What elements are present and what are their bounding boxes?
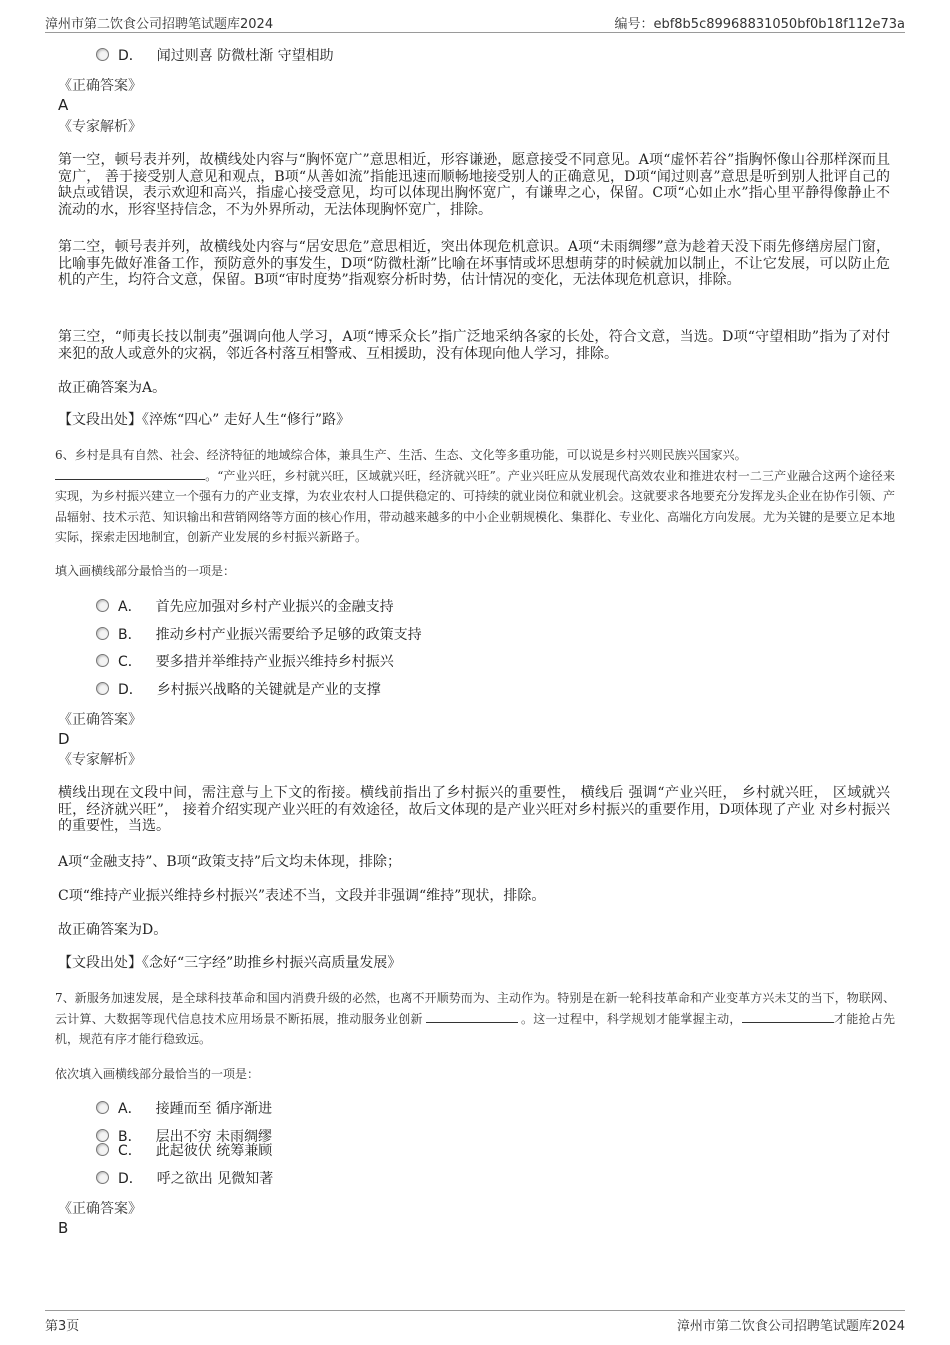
radio-button[interactable] (96, 1171, 109, 1184)
q6-stem: 6、乡村是具有自然、社会、经济特征的地域综合体，兼具生产、生活、生态、文化等多重功能，可以说是乡村兴则民族兴国家兴。 。“产业兴旺，乡村就兴旺，区域就兴旺，经济就兴旺”。产业兴旺应从发展现代高效农业和推进农村一二三产业融合这两个途径来实现，为乡村振兴建立一个强有力的产业支撑，为农业农村人口提供稳定的、可持续的就业岗位和就业机会。这就要求各地要充分发挥龙头企业在协作引领、产品辐射、技术示范、知识输出和营销网络等方面的核心作用，带动越来越多的中小企业朝规模化、集群化、专业化、高端化方向发展。尤为关键的是要立足本地实际，探索走因地制宜，创新产业发展的乡村振兴新路子。 (55, 448, 896, 544)
q6-answer: D (58, 730, 70, 748)
page-header (45, 10, 905, 33)
radio-button[interactable] (96, 627, 109, 640)
q7-option-d[interactable]: D． 呼之欲出 见微知著 (96, 1169, 273, 1189)
q7-answer: B (58, 1219, 69, 1237)
radio-button[interactable] (96, 654, 109, 667)
answer-blank-2 (742, 1010, 834, 1023)
q6-answer-label: 《正确答案》 (58, 712, 142, 728)
page-footer (45, 1310, 905, 1333)
q6-analysis-p3: C项“维持产业振兴维持乡村振兴”表述不当，文段并非强调“维持”现状，排除。 (58, 888, 546, 904)
answer-blank-1 (426, 1010, 518, 1023)
q5-analysis-p2: 第二空，顿号表并列，故横线处内容与“居安思危”意思相近，突出体现危机意识。A项“未雨绸缪”意为趁着天没下雨先修缮房屋门窗，比喻事先做好准备工作，预防意外的事发生，D项“防微杜渐”比喻在坏事情或坏思想萌芽的时候就加以制止，不让它发展，可以防止危机的产生，均符合文意，保留。B项“审时度势”指观察分析时势，估计情况的变化，无法体现危机意识，排除。 (58, 239, 890, 289)
q7-answer-label: 《正确答案》 (58, 1201, 142, 1217)
q5-analysis-p1: 第一空，顿号表并列，故横线处内容与“胸怀宽广”意思相近，形容谦逊，愿意接受不同意见。A项“虚怀若谷”指胸怀像山谷那样深而且宽广， 善于接受别人意见和观点，B项“从善如流”指能迅速而顺畅地接受别人的正确意见，D项“闻过则喜”意思是听到别人批评自己的缺点或错误，表示欢迎和高兴，指虚心接受意见，均可以体现出胸怀宽广，有谦卑之心，保留。C项“心如止水”指心里平静得像静止不流动的水，形容坚持信念，不为外界所动，无法体现胸怀宽广，排除。 (58, 152, 890, 218)
q6-source: 【文段出处】《念好“三字经”助推乡村振兴高质量发展》 (58, 955, 402, 971)
q6-prompt: 填入画横线部分最恰当的一项是： (55, 564, 236, 578)
q7-prompt: 依次填入画横线部分最恰当的一项是： (55, 1067, 260, 1081)
document-id: 编号：ebf8b5c89968831050bf0b18f112e73a (614, 17, 905, 32)
radio-button[interactable] (96, 682, 109, 695)
q6-option-d[interactable]: D． 乡村振兴战略的关键就是产业的支撑 (96, 680, 381, 700)
q7-option-c[interactable]: C． 此起彼伏 统筹兼顾 (96, 1141, 272, 1161)
radio-button[interactable] (96, 48, 109, 61)
header-title: 漳州市第二饮食公司招聘笔试题库2024 (45, 17, 274, 32)
q6-analysis-p2: A项“金融支持”、B项“政策支持”后文均未体现，排除； (58, 854, 402, 870)
q7-stem: 7、新服务加速发展，是全球科技革命和国内消费升级的必然，也离不开顺势而为、主动作为。特别是在新一轮科技革命和产业变革方兴未艾的当下，物联网、云计算、大数据等现代信息技术应用场景不断拓展，推动服务业创新 。这一过程中，科学规划才能掌握主动， 才能抢占先机，规范有序才能行稳致远。 (55, 991, 895, 1046)
q6-analysis-label: 《专家解析》 (58, 752, 142, 768)
q5-analysis-label: 《专家解析》 (58, 119, 142, 135)
page-number: 第3页 (45, 1319, 80, 1334)
answer-blank (55, 467, 205, 480)
radio-button[interactable] (96, 599, 109, 612)
radio-button[interactable] (96, 1143, 109, 1156)
q7-option-b[interactable]: B． 层出不穷 未雨绸缪 (96, 1127, 272, 1147)
q6-analysis-p1: 横线出现在文段中间，需注意与上下文的衔接。横线前指出了乡村振兴的重要性， 横线后 强调“产业兴旺， 乡村就兴旺， 区域就兴旺，经济就兴旺”， 接着介绍实现产业兴旺的有效途径，故后文体现的是产业兴旺对乡村振兴的重要作用，D项体现了产业 对乡村振兴 的重要性，当选。 (58, 785, 890, 835)
q7-option-a[interactable]: A． 接踵而至 循序渐进 (96, 1099, 272, 1119)
q5-option-d[interactable]: D． 闻过则喜 防微杜渐 守望相助 (96, 46, 334, 66)
q5-analysis-p3: 第三空，“师夷长技以制夷”强调向他人学习，A项“博采众长”指广泛地采纳各家的长处，符合文意，当选。D项“守望相助”指为了对付来犯的敌人或意外的灾祸，邻近各村落互相警戒、互相援助，没有体现向他人学习，排除。 (58, 329, 890, 362)
q5-answer: A (58, 96, 69, 114)
q6-conclusion: 故正确答案为D。 (58, 922, 168, 938)
footer-title: 漳州市第二饮食公司招聘笔试题库2024 (676, 1319, 905, 1334)
q5-answer-label: 《正确答案》 (58, 78, 142, 94)
q6-option-c[interactable]: C． 要多措并举维持产业振兴维持乡村振兴 (96, 652, 394, 672)
q6-option-a[interactable]: A． 首先应加强对乡村产业振兴的金融支持 (96, 597, 394, 617)
q5-source: 【文段出处】《淬炼“四心” 走好人生“修行”路》 (58, 412, 351, 428)
q5-conclusion: 故正确答案为A。 (58, 380, 167, 396)
radio-button[interactable] (96, 1101, 109, 1114)
q6-option-b[interactable]: B． 推动乡村产业振兴需要给予足够的政策支持 (96, 625, 422, 645)
